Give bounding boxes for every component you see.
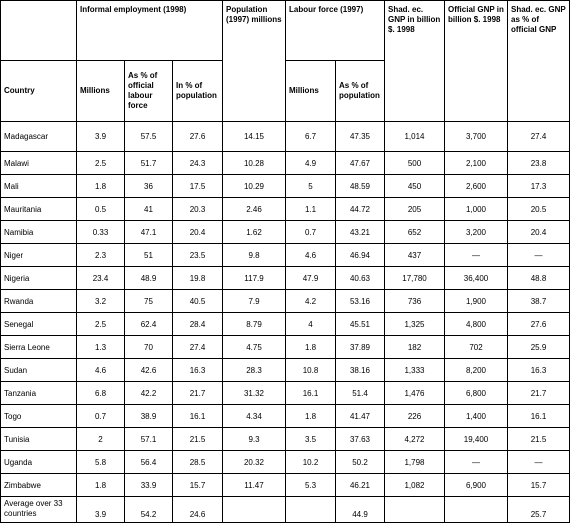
country-cell: Togo [1, 405, 77, 428]
table-row [1, 405, 570, 428]
value-cell: 15.7 [173, 474, 223, 497]
value-cell: 117.9 [223, 267, 286, 290]
value-cell: 33.9 [125, 474, 173, 497]
value-cell: 1,014 [385, 122, 445, 152]
value-cell: 736 [385, 290, 445, 313]
value-cell: 2.46 [223, 198, 286, 221]
value-cell: 17,780 [385, 267, 445, 290]
value-cell: 48.8 [508, 267, 570, 290]
value-cell: 2.3 [77, 244, 125, 267]
value-cell: 28.4 [173, 313, 223, 336]
value-cell: 6,900 [445, 474, 508, 497]
value-cell: 8,200 [445, 359, 508, 382]
average-value: 54.2 [125, 497, 173, 523]
value-cell: 4,800 [445, 313, 508, 336]
value-cell: 20.32 [223, 451, 286, 474]
average-value [385, 497, 445, 523]
value-cell: 43.21 [336, 221, 385, 244]
value-cell: 57.5 [125, 122, 173, 152]
value-cell: 17.5 [173, 175, 223, 198]
average-label: Average over 33 countries [1, 497, 77, 523]
table-row [1, 451, 570, 474]
value-cell: 27.4 [508, 122, 570, 152]
value-cell: 20.4 [508, 221, 570, 244]
value-cell: 6.7 [286, 122, 336, 152]
value-cell: 40.5 [173, 290, 223, 313]
average-value: 24.6 [173, 497, 223, 523]
value-cell: 21.7 [173, 382, 223, 405]
value-cell: 1,900 [445, 290, 508, 313]
value-cell: 20.3 [173, 198, 223, 221]
value-cell: 1,476 [385, 382, 445, 405]
value-cell: 62.4 [125, 313, 173, 336]
value-cell: 4.6 [286, 244, 336, 267]
value-cell: 41 [125, 198, 173, 221]
value-cell: 9.8 [223, 244, 286, 267]
value-cell: 19.8 [173, 267, 223, 290]
value-cell: 25.9 [508, 336, 570, 359]
value-cell: 75 [125, 290, 173, 313]
value-cell: 437 [385, 244, 445, 267]
value-cell: 3,200 [445, 221, 508, 244]
value-cell: 6.8 [77, 382, 125, 405]
table-row [1, 290, 570, 313]
value-cell: 4.75 [223, 336, 286, 359]
value-cell: 48.9 [125, 267, 173, 290]
value-cell: 5.8 [77, 451, 125, 474]
header-informal-employment: Informal employment (1998) [77, 1, 223, 61]
value-cell: 38.7 [508, 290, 570, 313]
value-cell: 10.28 [223, 152, 286, 175]
value-cell: 4 [286, 313, 336, 336]
value-cell: 27.6 [173, 122, 223, 152]
country-cell: Sudan [1, 359, 77, 382]
value-cell: 42.6 [125, 359, 173, 382]
country-cell: Madagascar [1, 122, 77, 152]
value-cell: 7.9 [223, 290, 286, 313]
value-cell: 10.29 [223, 175, 286, 198]
value-cell: 70 [125, 336, 173, 359]
value-cell: 182 [385, 336, 445, 359]
table-row [1, 336, 570, 359]
value-cell: 31.32 [223, 382, 286, 405]
value-cell: 226 [385, 405, 445, 428]
average-value [286, 497, 336, 523]
value-cell: 40.63 [336, 267, 385, 290]
value-cell: 2,100 [445, 152, 508, 175]
header-population: Population (1997) millions [223, 1, 286, 122]
value-cell: 41.47 [336, 405, 385, 428]
value-cell: 27.6 [508, 313, 570, 336]
value-cell: 47.1 [125, 221, 173, 244]
value-cell: 0.7 [286, 221, 336, 244]
country-cell: Namibia [1, 221, 77, 244]
country-cell: Nigeria [1, 267, 77, 290]
value-cell: 45.51 [336, 313, 385, 336]
table-row [1, 382, 570, 405]
average-value: 25.7 [508, 497, 570, 523]
value-cell: 1,000 [445, 198, 508, 221]
value-cell: 5.3 [286, 474, 336, 497]
value-cell: 56.4 [125, 451, 173, 474]
header-labour-pct-pop: As % of population [336, 61, 385, 122]
value-cell: 1.8 [286, 336, 336, 359]
corner-cell [1, 1, 77, 61]
value-cell: 205 [385, 198, 445, 221]
value-cell: 3,700 [445, 122, 508, 152]
country-cell: Senegal [1, 313, 77, 336]
value-cell: 16.3 [173, 359, 223, 382]
value-cell: 1.3 [77, 336, 125, 359]
table-row [1, 122, 570, 152]
value-cell: 14.15 [223, 122, 286, 152]
table-row [1, 152, 570, 175]
value-cell: — [508, 244, 570, 267]
value-cell: 28.3 [223, 359, 286, 382]
value-cell: 23.4 [77, 267, 125, 290]
value-cell: 42.2 [125, 382, 173, 405]
value-cell: 0.7 [77, 405, 125, 428]
country-cell: Zimbabwe [1, 474, 77, 497]
header-official-gnp: Official GNP in billion $. 1998 [445, 1, 508, 122]
country-cell: Mauritania [1, 198, 77, 221]
value-cell: 16.3 [508, 359, 570, 382]
country-cell: Mali [1, 175, 77, 198]
value-cell: 20.5 [508, 198, 570, 221]
header-country: Country [1, 61, 77, 122]
country-cell: Rwanda [1, 290, 77, 313]
value-cell: 16.1 [173, 405, 223, 428]
value-cell: 51.7 [125, 152, 173, 175]
value-cell: 21.5 [508, 428, 570, 451]
value-cell: 10.2 [286, 451, 336, 474]
header-informal-millions: Millions [77, 61, 125, 122]
value-cell: 4.2 [286, 290, 336, 313]
value-cell: — [445, 451, 508, 474]
value-cell: 36 [125, 175, 173, 198]
value-cell: 51 [125, 244, 173, 267]
table-row [1, 474, 570, 497]
country-cell: Uganda [1, 451, 77, 474]
value-cell: 16.1 [508, 405, 570, 428]
value-cell: 36,400 [445, 267, 508, 290]
value-cell: 5 [286, 175, 336, 198]
value-cell: 2.5 [77, 152, 125, 175]
value-cell: 1,400 [445, 405, 508, 428]
table-row [1, 313, 570, 336]
header-informal-pct-pop: In % of population [173, 61, 223, 122]
table-row [1, 428, 570, 451]
value-cell: 6,800 [445, 382, 508, 405]
country-cell: Niger [1, 244, 77, 267]
value-cell: 24.3 [173, 152, 223, 175]
table-row [1, 198, 570, 221]
value-cell: 11.47 [223, 474, 286, 497]
table-row [1, 244, 570, 267]
value-cell: 4.6 [77, 359, 125, 382]
value-cell: 9.3 [223, 428, 286, 451]
country-cell: Tunisia [1, 428, 77, 451]
country-cell: Malawi [1, 152, 77, 175]
value-cell: 450 [385, 175, 445, 198]
value-cell: 3.2 [77, 290, 125, 313]
country-cell: Sierra Leone [1, 336, 77, 359]
value-cell: 53.16 [336, 290, 385, 313]
average-value [223, 497, 286, 523]
value-cell: 2 [77, 428, 125, 451]
value-cell: 15.7 [508, 474, 570, 497]
value-cell: 2.5 [77, 313, 125, 336]
value-cell: 0.5 [77, 198, 125, 221]
value-cell: 47.9 [286, 267, 336, 290]
value-cell: 702 [445, 336, 508, 359]
value-cell: 10.8 [286, 359, 336, 382]
value-cell: 27.4 [173, 336, 223, 359]
value-cell: 1.8 [77, 474, 125, 497]
value-cell: 28.5 [173, 451, 223, 474]
value-cell: 1,798 [385, 451, 445, 474]
value-cell: 4.34 [223, 405, 286, 428]
value-cell: 1.62 [223, 221, 286, 244]
value-cell: 46.21 [336, 474, 385, 497]
value-cell: 44.72 [336, 198, 385, 221]
value-cell: 4,272 [385, 428, 445, 451]
value-cell: 51.4 [336, 382, 385, 405]
value-cell: 0.33 [77, 221, 125, 244]
value-cell: 1,082 [385, 474, 445, 497]
value-cell: 3.5 [286, 428, 336, 451]
value-cell: 500 [385, 152, 445, 175]
value-cell: 2,600 [445, 175, 508, 198]
value-cell: 46.94 [336, 244, 385, 267]
table-row [1, 221, 570, 244]
value-cell: 1.8 [77, 175, 125, 198]
value-cell: 21.5 [173, 428, 223, 451]
header-labour-millions: Millions [286, 61, 336, 122]
value-cell: 23.8 [508, 152, 570, 175]
value-cell: 1.8 [286, 405, 336, 428]
value-cell: 38.9 [125, 405, 173, 428]
value-cell: 3.9 [77, 122, 125, 152]
value-cell: 16.1 [286, 382, 336, 405]
header-shadow-pct: Shad. ec. GNP as % of official GNP [508, 1, 570, 122]
average-row [1, 497, 570, 523]
value-cell: 50.2 [336, 451, 385, 474]
value-cell: 20.4 [173, 221, 223, 244]
value-cell: 38.16 [336, 359, 385, 382]
value-cell: 37.63 [336, 428, 385, 451]
table-row [1, 175, 570, 198]
value-cell: 4.9 [286, 152, 336, 175]
value-cell: 47.67 [336, 152, 385, 175]
table-row [1, 359, 570, 382]
value-cell: 48.59 [336, 175, 385, 198]
header-shadow-gnp: Shad. ec. GNP in billion $. 1998 [385, 1, 445, 122]
header-informal-pct-labour: As % of official labour force [125, 61, 173, 122]
value-cell: 19,400 [445, 428, 508, 451]
value-cell: 37.89 [336, 336, 385, 359]
value-cell: 1.1 [286, 198, 336, 221]
table-row [1, 267, 570, 290]
value-cell: 17.3 [508, 175, 570, 198]
average-value: 3.9 [77, 497, 125, 523]
country-cell: Tanzania [1, 382, 77, 405]
value-cell: — [508, 451, 570, 474]
value-cell: — [445, 244, 508, 267]
value-cell: 8.79 [223, 313, 286, 336]
value-cell: 21.7 [508, 382, 570, 405]
header-labour-force: Labour force (1997) [286, 1, 385, 61]
average-value [445, 497, 508, 523]
header-row-1 [1, 1, 570, 61]
value-cell: 47.35 [336, 122, 385, 152]
value-cell: 57.1 [125, 428, 173, 451]
value-cell: 652 [385, 221, 445, 244]
value-cell: 1,325 [385, 313, 445, 336]
value-cell: 1,333 [385, 359, 445, 382]
value-cell: 23.5 [173, 244, 223, 267]
table-body [1, 122, 570, 523]
average-value: 44.9 [336, 497, 385, 523]
